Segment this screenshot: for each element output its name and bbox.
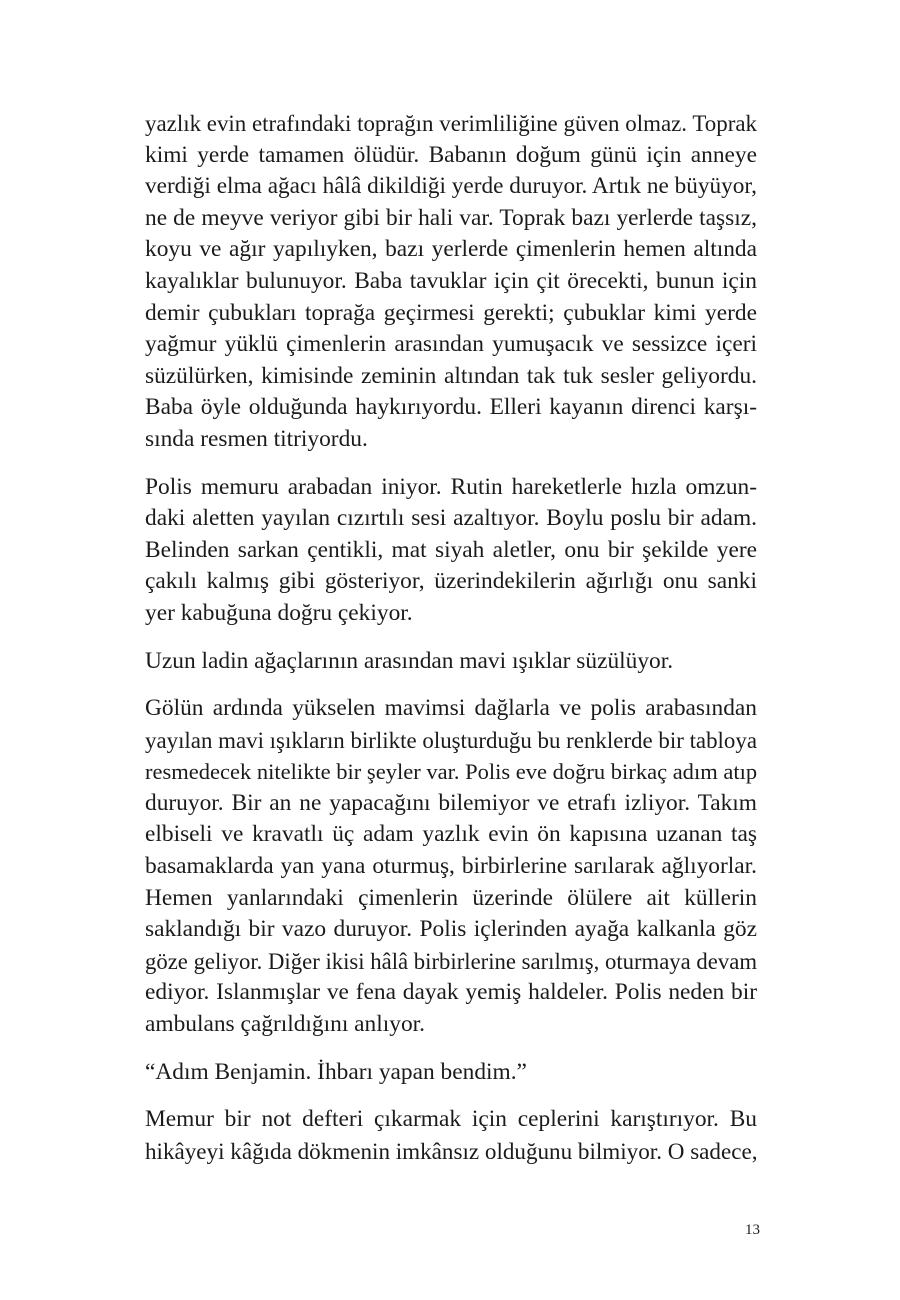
text-line: Belinden sarkan çentikli, mat siyah aletler, onu bir şekilde yere xyxy=(145,536,757,563)
text-line: yayılan mavi ışıkların birlikte oluşturduğu bu renklerde bir tabloya xyxy=(145,727,757,753)
text-line: ambulans çağrıldığını anlıyor. xyxy=(145,1011,425,1038)
text-line: “Adım Benjamin. İhbarı yapan bendim.” xyxy=(145,1058,527,1085)
text-line: kayalıklar bulunuyor. Baba tavuklar için çit örecekti, bunun için xyxy=(145,267,757,294)
text-line: Baba öyle olduğunda haykırıyordu. Elleri kayanın direnci karşı- xyxy=(145,394,757,421)
text-line: Hemen yanlarındaki çimenlerin üzerinde ölülere ait küllerin xyxy=(145,884,757,911)
paragraph-5 xyxy=(145,1057,757,1089)
text-line: sında resmen titriyordu. xyxy=(145,425,368,452)
paragraph-3 xyxy=(145,646,757,678)
text-line: ne de meyve veriyor gibi bir hali var. Toprak bazı yerlerde taşsız, xyxy=(145,204,757,231)
paragraph-6 xyxy=(145,1104,757,1167)
text-line: kimi yerde tamamen ölüdür. Babanın doğum günü için anneye xyxy=(145,141,757,168)
text-line: Memur bir not defteri çıkarmak için ceplerini karıştırıyor. Bu xyxy=(145,1106,757,1133)
text-line: elbiseli ve kravatlı üç adam yazlık evin ön kapısına uzanan taş xyxy=(145,821,757,848)
text-line: yağmur yüklü çimenlerin arasından yumuşacık ve sessizce içeri xyxy=(145,331,757,358)
text-line: Polis memuru arabadan iniyor. Rutin hareketlerle hızla omzun- xyxy=(145,473,757,500)
paragraph-4 xyxy=(145,693,757,1041)
text-line: yazlık evin etrafındaki toprağın verimliliğine güven olmaz. Toprak xyxy=(145,111,757,136)
text-line: saklandığı bir vazo duruyor. Polis içlerinden ayağa kalkanla göz xyxy=(145,916,757,943)
text-line: Uzun ladin ağaçlarının arasından mavi ışıklar süzülüyor. xyxy=(145,647,674,674)
text-line: daki aletten yayılan cızırtılı sesi azaltıyor. Boylu poslu bir adam. xyxy=(145,505,757,532)
paragraph-1 xyxy=(145,108,757,456)
text-line: koyu ve ağır yapılıyken, bazı yerlerde çimenlerin hemen altında xyxy=(145,236,757,263)
text-line: yer kabuğuna doğru çekiyor. xyxy=(145,599,413,626)
text-line: hikâyeyi kâğıda dökmenin imkânsız olduğunu bilmiyor. O sadece, xyxy=(145,1137,758,1164)
text-line: çakılı kalmış gibi gösteriyor, üzerindekilerin ağırlığı onu sanki xyxy=(145,568,757,595)
text-line: verdiği elma ağacı hâlâ dikildiği yerde duruyor. Artık ne büyüyor, xyxy=(145,173,757,200)
text-line: resmedecek nitelikte bir şeyler var. Polis eve doğru birkaç adım atıp xyxy=(145,759,758,785)
text-line: ediyor. Islanmışlar ve fena dayak yemiş haldeler. Polis neden bir xyxy=(145,979,757,1006)
text-line: göze geliyor. Diğer ikisi hâlâ birbirlerine sarılmış, oturmaya devam xyxy=(145,948,757,974)
paragraph-2 xyxy=(145,472,757,630)
text-line: basamaklarda yan yana oturmuş, birbirlerine sarılarak ağlıyorlar. xyxy=(145,853,757,880)
text-line: süzülürken, kimisinde zeminin altından tak tuk sesler geliyordu. xyxy=(145,362,757,389)
body-text xyxy=(145,108,757,1183)
text-line: Gölün ardında yükselen mavimsi dağlarla ve polis arabasından xyxy=(145,695,757,722)
text-line: demir çubukları toprağa geçirmesi gerekti; çubuklar kimi yerde xyxy=(145,299,757,326)
text-line: duruyor. Bir an ne yapacağını bilemiyor ve etrafı izliyor. Takım xyxy=(145,789,757,816)
page-number: 13 xyxy=(745,1222,760,1238)
